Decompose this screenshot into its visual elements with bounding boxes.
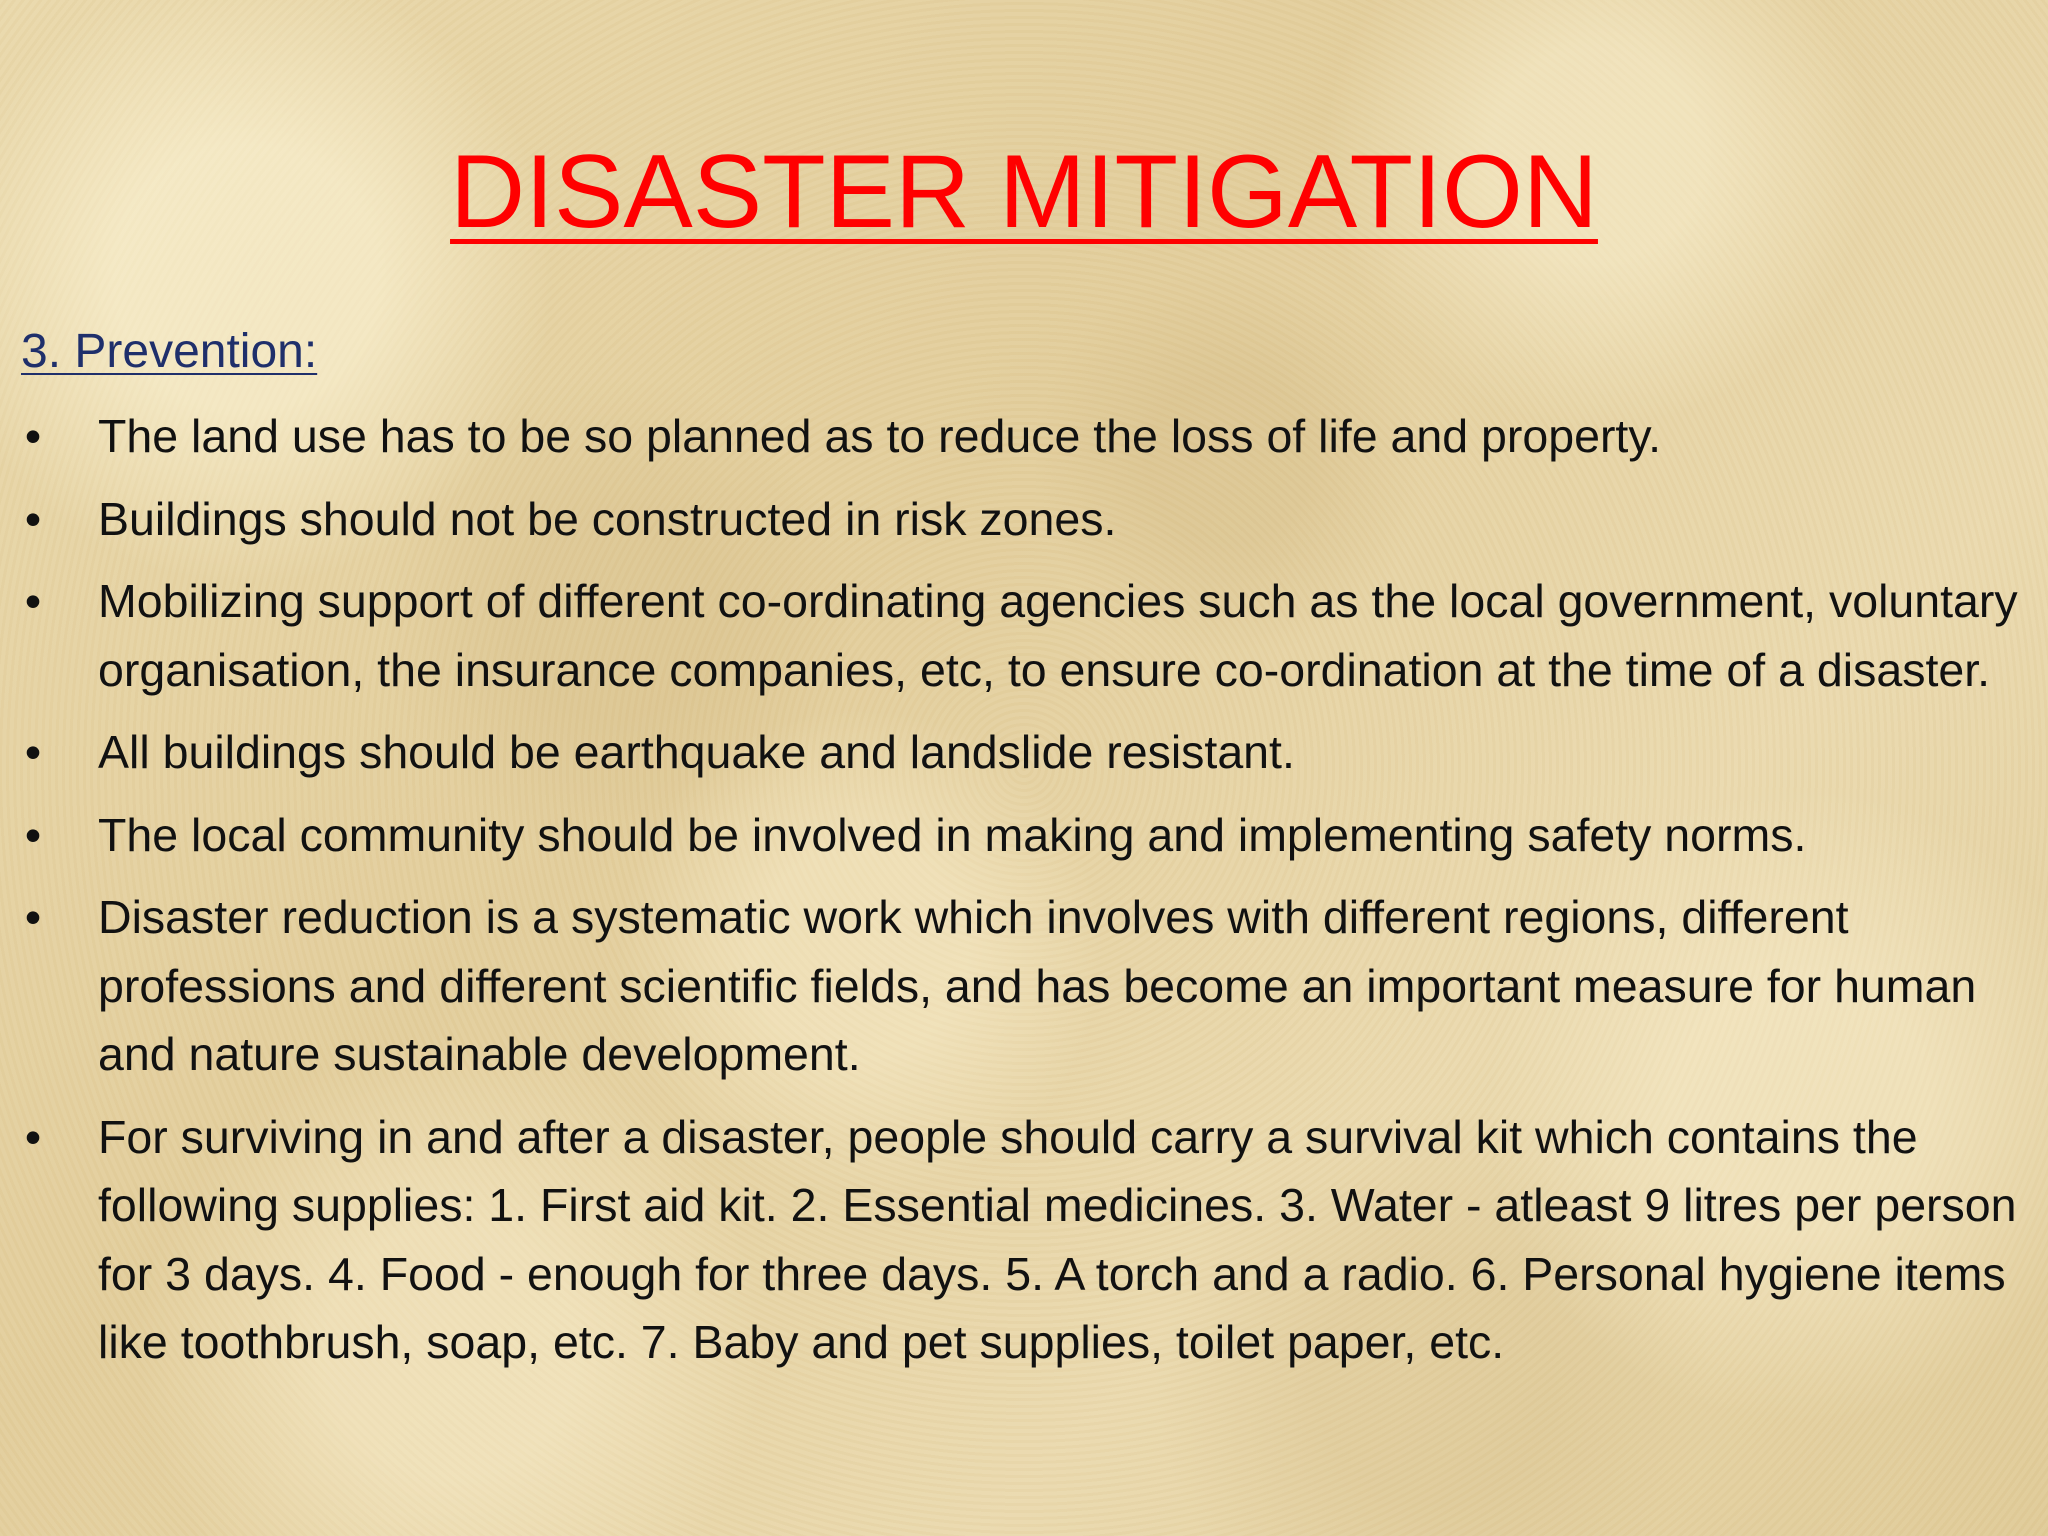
- bullet-item: [0, 883, 2030, 1089]
- bullet-item: [0, 801, 2030, 870]
- bullet-text: Disaster reduction is a systematic work which involves with different regions, different professions and different scientific fields, and has become an important measure for human and nature sustainable development.: [98, 891, 1977, 1080]
- bullet-text: The local community should be involved in making and implementing safety norms.: [98, 808, 1807, 861]
- bullet-icon: •: [24, 891, 42, 943]
- bullet-item: [0, 485, 2030, 554]
- bullet-item: [0, 1103, 2030, 1377]
- bullet-text: All buildings should be earthquake and landslide resistant.: [98, 726, 1295, 778]
- bullet-icon: •: [24, 808, 42, 861]
- bullet-list: [0, 402, 2030, 1391]
- bullet-text: Buildings should not be constructed in risk zones.: [98, 492, 1117, 545]
- bullet-text: For surviving in and after a disaster, people should carry a survival kit which contains the following supplies: 1. First aid kit. 2. Essential medicines. 3. Water - atleast 9 litres per person for 3 days. 4. Food - enough for three days. 5. A torch and a radio. 6. Personal hygiene items like toothbrush, soap, etc. 7. Baby and pet supplies, toilet paper, etc.: [98, 1110, 2017, 1368]
- bullet-item: [0, 402, 2030, 471]
- bullet-item: [0, 718, 2030, 787]
- bullet-icon: •: [24, 1110, 42, 1163]
- bullet-text: Mobilizing support of different co-ordinating agencies such as the local government, voluntary organisation, the insurance companies, etc, to ensure co-ordination at the time of a disaster.: [98, 575, 2018, 696]
- bullet-icon: •: [24, 492, 42, 545]
- bullet-icon: •: [24, 575, 42, 627]
- section-heading: 3. Prevention:: [21, 325, 318, 378]
- bullet-item: [0, 567, 2030, 704]
- bullet-text: The land use has to be so planned as to reduce the loss of life and property.: [98, 410, 1662, 462]
- bullet-icon: •: [24, 410, 42, 462]
- slide-title: DISASTER MITIGATION: [450, 134, 1598, 250]
- bullet-icon: •: [24, 726, 42, 778]
